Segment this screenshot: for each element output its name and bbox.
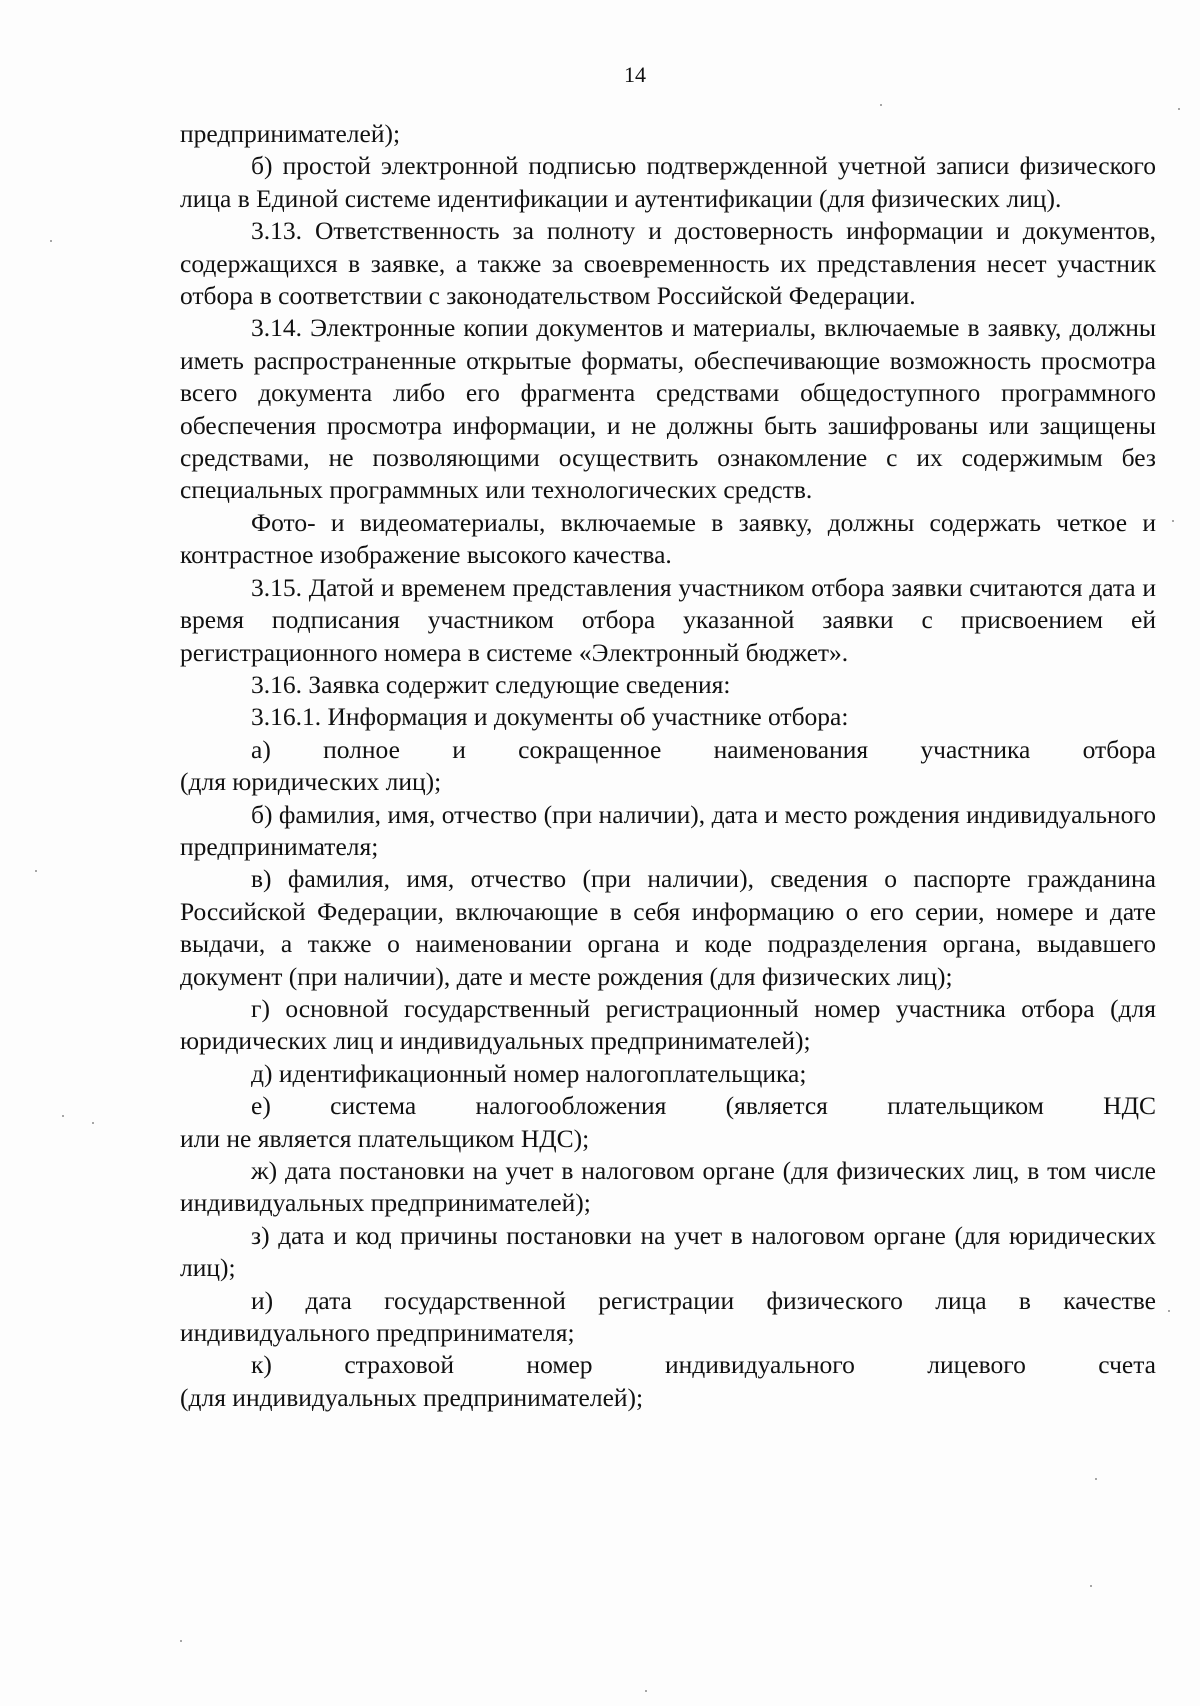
list-item-a-line2: (для юридических лиц);	[180, 767, 442, 797]
page-number: 14	[624, 62, 646, 87]
scan-speck	[1095, 1478, 1097, 1480]
scan-speck	[880, 104, 882, 106]
list-item-d: д) идентификационный номер налогоплательщика;	[251, 1058, 807, 1088]
paragraph-3-15: 3.15. Датой и временем представления участником отбора заявки считаются дата и время подписания участником отбора указанной заявки с присвоением ей регистрационного номера в системе «Электронный бюджет».	[180, 572, 1156, 667]
paragraph-3-16-1: 3.16.1. Информация и документы об участнике отбора:	[251, 702, 849, 732]
list-item-b: б) фамилия, имя, отчество (при наличии), дата и место рождения индивидуального предпринимателя;	[180, 799, 1156, 861]
scan-speck	[62, 1115, 64, 1117]
list-item-k-line2: (для индивидуальных предпринимателей);	[180, 1382, 644, 1412]
scan-speck	[92, 1122, 94, 1124]
list-item-k-line1: к) страховой номер индивидуального лицевого счета	[251, 1350, 1156, 1380]
scan-speck	[1090, 1585, 1092, 1587]
list-item-e-line1: е) система налогообложения (является плательщиком НДС	[251, 1091, 1156, 1121]
list-item-z: з) дата и код причины постановки на учет в налоговом органе (для юридических лиц);	[180, 1220, 1156, 1283]
paragraph-photo-video: Фото- и видеоматериалы, включаемые в заявку, должны содержать четкое и контрастное изображение высокого качества.	[180, 507, 1156, 570]
paragraph-continuation: предпринимателей);	[180, 119, 401, 148]
paragraph-3-16: 3.16. Заявка содержит следующие сведения:	[251, 669, 731, 699]
list-item-i: и) дата государственной регистрации физического лица в качестве индивидуального предпринимателя;	[180, 1285, 1156, 1348]
list-item-a-line1: а) полное и сокращенное наименования участника отбора	[251, 734, 1156, 764]
scan-speck	[180, 1640, 182, 1642]
paragraph-item-b-simple-signature: б) простой электронной подписью подтвержденной учетной записи физического лица в Единой системе идентификации и аутентификации (для физических лиц).	[180, 151, 1156, 213]
scan-speck	[50, 240, 52, 242]
scan-speck	[1172, 520, 1174, 522]
list-item-g: г) основной государственный регистрационный номер участника отбора (для юридических лиц и индивидуальных предпринимателей);	[180, 993, 1156, 1056]
scan-speck	[645, 1690, 647, 1692]
scan-speck	[1168, 1310, 1170, 1312]
list-item-v: в) фамилия, имя, отчество (при наличии), сведения о паспорте гражданина Российской Федерации, включающие в себя информацию о его серии, номере и дате выдачи, а также о наименовании органа и коде подразделения органа, выдавшего документ (при наличии), дате и месте рождения (для физических лиц);	[180, 864, 1156, 991]
list-item-e-line2: или не является плательщиком НДС);	[180, 1123, 590, 1153]
scan-speck	[35, 870, 37, 872]
document-body	[180, 118, 1156, 1414]
paragraph-3-14: 3.14. Электронные копии документов и материалы, включаемые в заявку, должны иметь распространенные открытые форматы, обеспечивающие возможность просмотра всего документа либо его фрагмента средствами общедоступного программного обеспечения просмотра информации, и не должны быть зашифрованы или защищены средствами, не позволяющими осуществить ознакомление с их содержимым без специальных программных или технологических средств.	[180, 313, 1156, 505]
paragraph-3-13: 3.13. Ответственность за полноту и достоверность информации и документов, содержащихся в заявке, а также за своевременность их представления несет участник отбора в соответствии с законодательством Российской Федерации.	[180, 216, 1156, 311]
scan-speck	[1178, 108, 1180, 110]
list-item-zh: ж) дата постановки на учет в налоговом органе (для физических лиц, в том числе индивидуальных предпринимателей);	[180, 1156, 1156, 1218]
